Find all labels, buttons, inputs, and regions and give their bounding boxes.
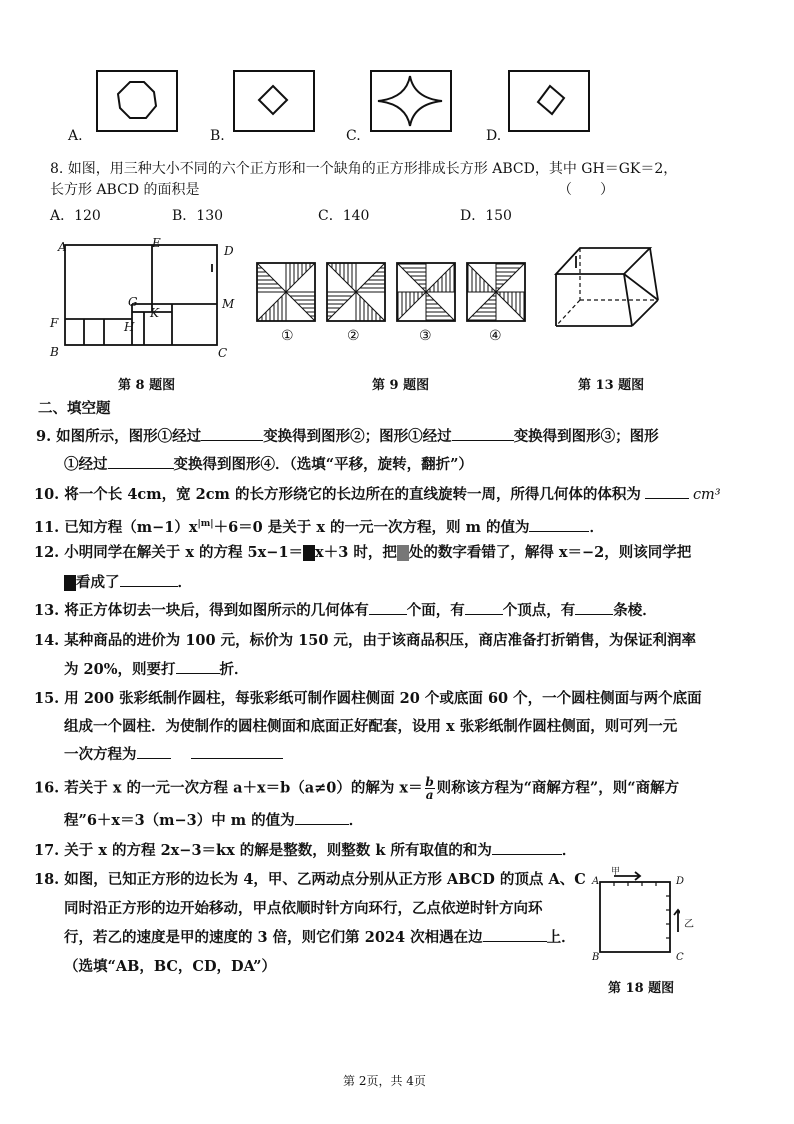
q18-line4: （选填“AB，BC，CD，DA”） xyxy=(64,958,276,975)
q8-option-a: A．120 xyxy=(50,208,101,224)
q13-text-d: 条棱． xyxy=(613,602,657,619)
q15-blank-b[interactable] xyxy=(191,744,283,759)
q12-blank[interactable] xyxy=(120,572,178,587)
q12-end: ． xyxy=(177,574,192,591)
q18-line1: 18. 如图，已知正方形的边长为 4，甲、乙两动点分别从正方形 ABCD 的顶点 A、C xyxy=(34,871,586,888)
q13-blank-faces[interactable] xyxy=(369,600,407,615)
q12-smudge-1 xyxy=(303,545,315,561)
q9-text-c: 变换得到图形③；图形 xyxy=(513,428,659,445)
q9-text-a: 9. 如图所示，图形①经过 xyxy=(36,428,202,445)
q13-text-a: 13. 将正方体切去一块后，得到如图所示的几何体有 xyxy=(34,602,369,619)
fig18-label-jia: 甲 xyxy=(611,867,621,877)
q16-text-b: 则称该方程为“商解方程”，则“商解方 xyxy=(436,779,680,797)
q12-text-d: 看成了 xyxy=(76,574,120,591)
q9-text-b: 变换得到图形②；图形①经过 xyxy=(263,428,452,445)
q7-option-b-label: B. xyxy=(210,128,225,144)
q12-text-c: 处的数字看错了，解得 x＝−2，则该同学把 xyxy=(408,544,692,561)
q12-text-b: x＋3 时，把 xyxy=(315,544,397,561)
q7-option-b-figure xyxy=(233,70,315,132)
q12-line2 xyxy=(64,572,192,594)
q12-smudge-2 xyxy=(397,545,409,561)
fig8-label-b: B xyxy=(50,345,59,359)
q9-text-d: ①经过 xyxy=(64,456,108,473)
q18-text-a: 行，若乙的速度是甲的速度的 3 倍，则它们第 2024 次相遇在边 xyxy=(64,929,483,946)
q14-line1: 14. 某种商品的进价为 100 元，标价为 150 元，由于该商品积压，商店准备打折销售，为保证利润率 xyxy=(34,632,696,649)
q18-blank[interactable] xyxy=(483,927,547,942)
q8-option-d: D．150 xyxy=(460,208,512,224)
q13-line xyxy=(34,600,657,622)
q7-option-c-figure xyxy=(370,70,452,132)
q13-text-b: 个面，有 xyxy=(406,602,465,619)
fig9-label-4: ④ xyxy=(489,328,502,344)
fig18-square-diagram xyxy=(596,862,680,962)
q18-line3 xyxy=(64,927,576,949)
q16-numerator: b xyxy=(425,775,434,789)
q13-text-c: 个顶点，有 xyxy=(502,602,576,619)
q7-option-d-label: D. xyxy=(486,128,502,144)
q13-blank-vertices[interactable] xyxy=(465,600,503,615)
fig8-label-m: M xyxy=(222,297,235,311)
fig9-label-1: ① xyxy=(281,328,294,344)
q8-line2: 长方形 ABCD 的面积是 xyxy=(50,182,200,198)
q7-option-c-label: C. xyxy=(346,128,361,144)
q15-line2: 组成一个圆柱．为使制作的圆柱侧面和底面正好配套，设用 x 张彩纸制作圆柱侧面，则可列一元 xyxy=(64,718,678,735)
fig8-label-h: H xyxy=(124,320,135,334)
q9-blank-2[interactable] xyxy=(452,426,514,441)
q11-blank[interactable] xyxy=(529,517,589,532)
q11-exponent: |m| xyxy=(197,519,214,529)
q9-line1 xyxy=(36,426,659,448)
fig8-label-k: K xyxy=(150,306,159,320)
q16-text-c: 程”6＋x＝3（m−3）中 m 的值为 xyxy=(64,812,295,829)
fig8-label-c: C xyxy=(218,346,228,360)
q14-text-a: 为 20%，则要打 xyxy=(64,661,176,678)
fig9-label-3: ③ xyxy=(419,328,432,344)
fig18-label-b: B xyxy=(592,952,600,963)
q10-blank[interactable] xyxy=(645,484,689,499)
fig18-caption: 第 18 题图 xyxy=(608,981,675,996)
fig8-label-d: D xyxy=(224,244,234,258)
q10-unit: cm³ xyxy=(692,487,721,503)
fig9-pattern-squares xyxy=(256,262,532,324)
q10-text: 10. 将一个长 4cm，宽 2cm 的长方形绕它的长边所在的直线旋转一周，所得几何体的体积为 xyxy=(34,486,641,503)
q17-blank[interactable] xyxy=(492,840,562,855)
q17-line xyxy=(34,840,576,862)
q11-end: ． xyxy=(589,518,604,536)
q16-end: ． xyxy=(348,812,364,829)
fig8-rectangle-diagram xyxy=(64,244,220,348)
fig18-label-a: A xyxy=(592,876,600,887)
q8-answer-paren: （ ） xyxy=(558,182,614,198)
q16-line1 xyxy=(34,776,679,801)
q8-option-b: B．130 xyxy=(172,208,224,224)
fig13-cut-cube xyxy=(552,242,664,352)
q7-option-d-figure xyxy=(508,70,590,132)
fig9-caption: 第 9 题图 xyxy=(372,378,430,393)
q16-text-a: 16. 若关于 x 的一元一次方程 a＋x＝b（a≠0）的解为 x＝ xyxy=(34,779,423,797)
q12-text-a: 12. 小明同学在解关于 x 的方程 5x−1＝ xyxy=(34,544,304,561)
fig8-label-g: G xyxy=(128,295,138,309)
fig8-label-f: F xyxy=(50,316,59,330)
q11-line xyxy=(34,513,604,539)
q13-blank-edges[interactable] xyxy=(575,600,613,615)
q16-fraction xyxy=(425,776,435,801)
fig18-label-yi: 乙 xyxy=(684,919,694,930)
q14-text-b: 折． xyxy=(219,661,249,678)
fig18-label-d: D xyxy=(676,876,685,887)
q12-smudge-3 xyxy=(64,575,76,591)
q16-blank[interactable] xyxy=(295,810,349,825)
q16-line2 xyxy=(64,810,363,832)
q8-line1: 8. 如图，用三种大小不同的六个正方形和一个缺角的正方形排成长方形 ABCD，其中 GH＝GK＝2， xyxy=(50,161,678,177)
q10-line xyxy=(34,484,721,506)
q16-denominator: a xyxy=(425,788,434,802)
q9-text-e: 变换得到图形④．（选填“平移，旋转，翻折”） xyxy=(173,456,473,473)
fig13-caption: 第 13 题图 xyxy=(578,378,645,393)
q11-text-a: 11. 已知方程（m−1）x xyxy=(34,518,198,536)
fig8-label-a: A xyxy=(58,240,67,254)
q7-option-a-figure xyxy=(96,70,178,132)
q11-text-b: ＋6＝0 是关于 x 的一元一次方程，则 m 的值为 xyxy=(213,518,530,536)
q18-line2: 同时沿正方形的边开始移动，甲点依顺时针方向环行，乙点依逆时针方向环 xyxy=(64,900,543,917)
q15-line3 xyxy=(64,744,283,766)
q17-text: 17. 关于 x 的方程 2x−3＝kx 的解是整数，则整数 k 所有取值的和为 xyxy=(34,842,492,859)
q12-line1 xyxy=(34,542,691,564)
q14-blank[interactable] xyxy=(176,659,220,674)
q15-text: 一次方程为 xyxy=(64,746,137,763)
fig18-label-c: C xyxy=(676,952,684,963)
q9-blank-1[interactable] xyxy=(201,426,263,441)
q8-option-c: C．140 xyxy=(318,208,370,224)
q15-blank-a[interactable] xyxy=(137,744,171,759)
q9-blank-3[interactable] xyxy=(108,454,174,469)
fig9-label-2: ② xyxy=(347,328,360,344)
q14-line2 xyxy=(64,659,249,681)
q18-text-b: 上． xyxy=(546,929,576,946)
fig8-label-e: E xyxy=(152,236,161,250)
q7-option-a-label: A. xyxy=(68,128,83,144)
q9-line2 xyxy=(64,454,473,476)
q15-line1: 15. 用 200 张彩纸制作圆柱，每张彩纸可制作圆柱侧面 20 个或底面 60 个，一个圆柱侧面与两个底面 xyxy=(34,690,702,707)
fig8-caption: 第 8 题图 xyxy=(118,378,176,393)
q17-end: ． xyxy=(561,842,577,859)
page-footer: 第 2页，共 4页 xyxy=(343,1074,426,1088)
section-heading-fill-in: 二、填空题 xyxy=(38,400,111,417)
